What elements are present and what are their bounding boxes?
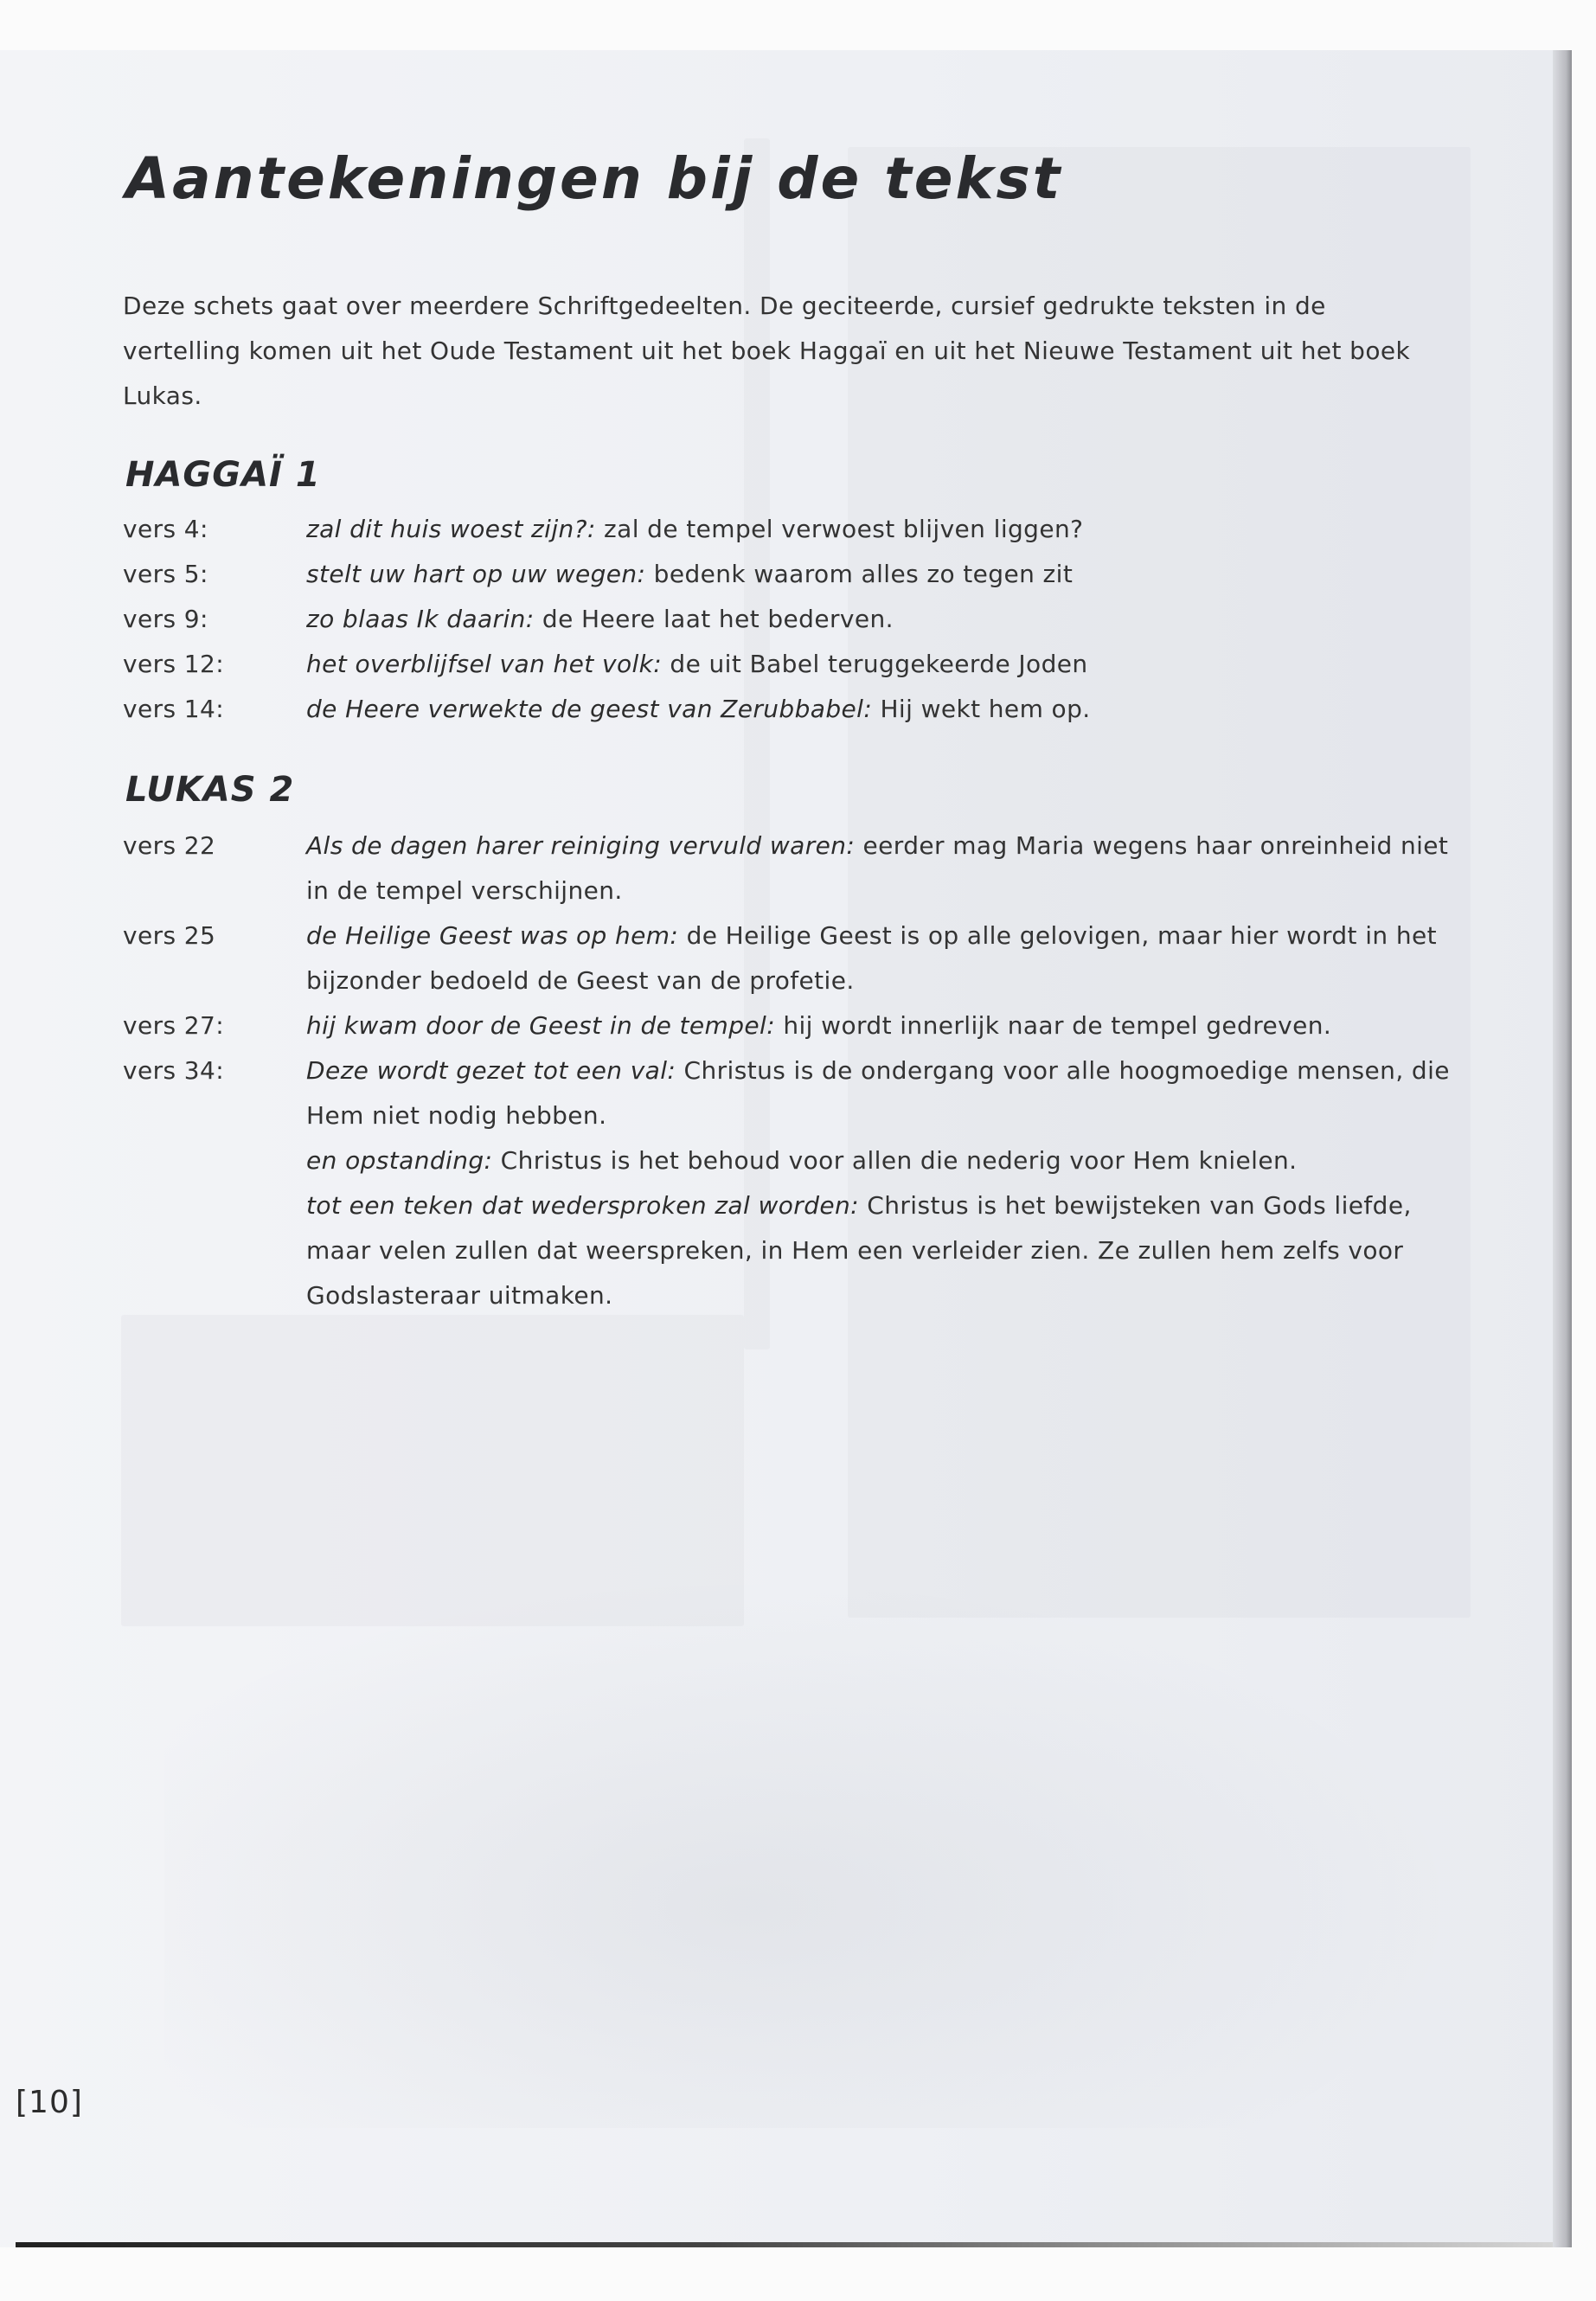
verse-body bbox=[306, 1003, 1465, 1048]
verse-explanation: zal de tempel verwoest blijven liggen? bbox=[595, 515, 1084, 543]
verse-label: vers 22 bbox=[123, 831, 216, 860]
verse-body bbox=[306, 1183, 1465, 1318]
verse-label: vers 5: bbox=[123, 560, 208, 588]
page-edge bbox=[1553, 50, 1572, 2247]
verse-explanation: eerder mag Maria wegens haar onreinheid niet in de tempel verschijnen. bbox=[306, 831, 1449, 905]
verse-label: vers 27: bbox=[123, 1011, 225, 1040]
verse-quote: stelt uw hart op uw wegen: bbox=[306, 560, 646, 588]
verse-body bbox=[306, 552, 1465, 597]
intro-paragraph: Deze schets gaat over meerdere Schriftgedeelten. De geciteerde, cursief gedrukte teksten in de vertelling komen uit het Oude Testament uit het boek Haggaï en uit het Nieuwe Testament uit het boek Lukas. bbox=[123, 292, 1411, 410]
verse-body bbox=[306, 597, 1465, 642]
page-bottom-edge bbox=[16, 2242, 1553, 2247]
verse-label: vers 34: bbox=[123, 1056, 225, 1085]
section-heading-lukas: LUKAS 2 bbox=[125, 770, 295, 810]
verse-explanation: de uit Babel teruggekeerde Joden bbox=[662, 650, 1088, 678]
verse-quote: de Heere verwekte de geest van Zerubbabel: bbox=[306, 695, 873, 723]
section-heading-haggai: HAGGAÏ 1 bbox=[125, 455, 321, 495]
verse-quote: Deze wordt gezet tot een val: bbox=[306, 1056, 676, 1085]
verse-explanation: Hij wekt hem op. bbox=[872, 695, 1091, 723]
verse-explanation: Christus is de ondergang voor alle hoogmoedige mensen, die Hem niet nodig hebben. bbox=[306, 1056, 1450, 1130]
verse-quote: zo blaas Ik daarin: bbox=[306, 605, 535, 633]
verse-body bbox=[306, 913, 1465, 1003]
verse-body bbox=[306, 1138, 1465, 1183]
verse-quote: de Heilige Geest was op hem: bbox=[306, 921, 679, 950]
verse-body bbox=[306, 507, 1465, 552]
verse-body bbox=[306, 824, 1465, 913]
verse-label: vers 9: bbox=[123, 605, 208, 633]
verse-label: vers 12: bbox=[123, 650, 225, 678]
show-through-illustration bbox=[164, 1574, 1462, 2128]
verse-body bbox=[306, 642, 1465, 687]
verse-label: vers 14: bbox=[123, 695, 225, 723]
verse-quote: en opstanding: bbox=[306, 1146, 493, 1175]
verse-label: vers 25 bbox=[123, 921, 216, 950]
page-title: Aantekeningen bij de tekst bbox=[125, 145, 1063, 212]
verse-explanation: Christus is het bewijsteken van Gods liefde, maar velen zullen dat weerspreken, in Hem een verleider zien. Ze zullen hem zelfs voor Godslasteraar uitmaken. bbox=[306, 1191, 1412, 1310]
verse-body bbox=[306, 1048, 1465, 1138]
verse-explanation: Christus is het behoud voor allen die nederig voor Hem knielen. bbox=[492, 1146, 1298, 1175]
verse-quote: Als de dagen harer reiniging vervuld waren: bbox=[306, 831, 856, 860]
verse-explanation: hij wordt innerlijk naar de tempel gedreven. bbox=[775, 1011, 1332, 1040]
verse-explanation: de Heilige Geest is op alle gelovigen, maar hier wordt in het bijzonder bedoeld de Geest van de profetie. bbox=[306, 921, 1437, 995]
verse-quote: hij kwam door de Geest in de tempel: bbox=[306, 1011, 776, 1040]
verse-label: vers 4: bbox=[123, 515, 208, 543]
verse-quote: tot een teken dat wedersproken zal worden: bbox=[306, 1191, 859, 1220]
verse-explanation: bedenk waarom alles zo tegen zit bbox=[645, 560, 1074, 588]
verse-body bbox=[306, 687, 1465, 732]
verse-explanation: de Heere laat het bederven. bbox=[534, 605, 894, 633]
page-number: [10] bbox=[16, 2085, 83, 2120]
verse-quote: het overblijfsel van het volk: bbox=[306, 650, 663, 678]
verse-quote: zal dit huis woest zijn?: bbox=[306, 515, 596, 543]
